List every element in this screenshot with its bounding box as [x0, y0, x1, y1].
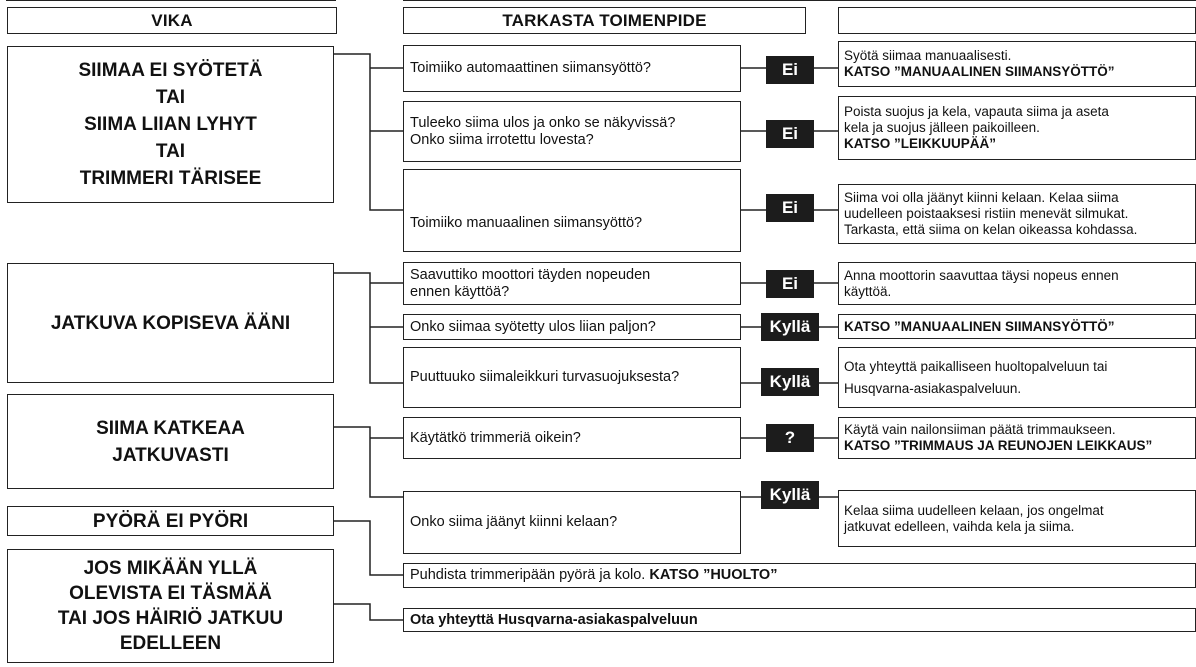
- wide-row-text: Puhdista trimmeripään pyörä ja kolo.: [410, 567, 650, 583]
- fault-box-line-feed: [7, 46, 334, 203]
- answer-badge: Ei: [766, 56, 814, 84]
- action-text: Siima voi olla jäänyt kiinni kelaan. Kelaa siima: [844, 190, 1119, 205]
- top-rule: [403, 0, 1196, 1]
- action-box: [838, 314, 1196, 339]
- fault-box-rattling: [7, 263, 334, 383]
- fault-text: JOS MIKÄÄN YLLÄ: [83, 558, 258, 579]
- wide-row-ref: Ota yhteyttä Husqvarna-asiakaspalveluun: [410, 612, 698, 628]
- check-text: Saavuttiko moottori täyden nopeuden: [410, 266, 651, 283]
- header-check: TARKASTA TOIMENPIDE: [403, 7, 806, 34]
- action-text: Husqvarna-asiakaspalveluun.: [844, 380, 1022, 396]
- check-box: [403, 101, 741, 162]
- answer-badge: Ei: [766, 120, 814, 148]
- answer-badge: Kyllä: [761, 313, 819, 341]
- action-box: [838, 41, 1196, 87]
- action-text: Käytä vain nailonsiiman päätä trimmaukseen.: [844, 422, 1116, 437]
- check-box: [403, 417, 741, 459]
- header-action: [838, 7, 1196, 34]
- wide-row-wheel-action: [403, 563, 1196, 588]
- check-text: Onko siimaa syötetty ulos liian paljon?: [410, 318, 656, 335]
- fault-box-other: [7, 549, 334, 663]
- action-ref: KATSO ”LEIKKUUPÄÄ”: [844, 136, 997, 151]
- action-box: [838, 96, 1196, 160]
- action-box: [838, 417, 1196, 459]
- fault-text: JATKUVA KOPISEVA ÄÄNI: [50, 312, 291, 334]
- action-text: uudelleen poistaaksesi ristiin menevät silmukat.: [844, 206, 1129, 221]
- check-text: Onko siima irrotettu lovesta?: [410, 131, 594, 148]
- check-text: Puuttuuko siimaleikkuri turvasuojuksesta?: [410, 369, 680, 385]
- action-ref: KATSO ”MANUAALINEN SIIMANSYÖTTÖ”: [844, 318, 1115, 334]
- action-text: kela ja suojus jälleen paikoilleen.: [844, 120, 1040, 135]
- fault-text: SIIMA KATKEAA: [96, 417, 245, 439]
- action-ref: KATSO ”MANUAALINEN SIIMANSYÖTTÖ”: [844, 64, 1115, 79]
- check-text: Toimiiko manuaalinen siimansyöttö?: [410, 215, 643, 231]
- fault-text: TAI: [155, 87, 186, 108]
- action-box: [838, 490, 1196, 547]
- wide-row-ref: KATSO ”HUOLTO”: [649, 567, 778, 583]
- check-box: [403, 169, 741, 252]
- check-box: [403, 347, 741, 408]
- fault-text: TRIMMERI TÄRISEE: [79, 168, 262, 189]
- action-text: Kelaa siima uudelleen kelaan, jos ongelmat: [844, 502, 1104, 518]
- answer-badge: Kyllä: [761, 368, 819, 396]
- check-box: [403, 491, 741, 554]
- check-text: Käytätkö trimmeriä oikein?: [410, 429, 581, 446]
- check-text: ennen käyttöä?: [410, 283, 510, 300]
- action-text: Ota yhteyttä paikalliseen huoltopalveluun tai: [844, 358, 1108, 374]
- check-box: [403, 314, 741, 340]
- fault-text: PYÖRÄ EI PYÖRI: [92, 510, 249, 532]
- fault-text: SIIMA LIIAN LYHYT: [84, 114, 257, 135]
- answer-badge: Ei: [766, 194, 814, 222]
- answer-badge: ?: [766, 424, 814, 452]
- action-text: Poista suojus ja kela, vapauta siima ja aseta: [844, 104, 1109, 119]
- action-box: [838, 184, 1196, 244]
- action-text: käyttöä.: [844, 283, 892, 299]
- answer-badge: Ei: [766, 270, 814, 298]
- fault-text: TAI: [155, 141, 186, 162]
- answer-badge: Kyllä: [761, 481, 819, 509]
- check-text: Tuleeko siima ulos ja onko se näkyvissä?: [410, 114, 676, 131]
- action-text: Syötä siimaa manuaalisesti.: [844, 48, 1012, 63]
- action-box: [838, 262, 1196, 305]
- fault-box-line-breaks: [7, 394, 334, 489]
- action-text: Anna moottorin saavuttaa täysi nopeus ennen: [844, 267, 1119, 283]
- fault-text: JATKUVASTI: [112, 444, 229, 466]
- check-text: Toimiiko automaattinen siimansyöttö?: [410, 60, 651, 76]
- header-fault: VIKA: [7, 7, 337, 34]
- wide-row-contact: [403, 608, 1196, 632]
- check-text: Onko siima jäänyt kiinni kelaan?: [410, 514, 618, 530]
- action-text: jatkuvat edelleen, vaihda kela ja siima.: [844, 518, 1075, 534]
- check-box: [403, 45, 741, 92]
- fault-text: SIIMAA EI SYÖTETÄ: [78, 60, 263, 81]
- fault-text: TAI JOS HÄIRIÖ JATKUU: [57, 608, 284, 629]
- top-rule: [6, 0, 336, 1]
- action-box: [838, 347, 1196, 408]
- fault-box-wheel: [7, 506, 334, 536]
- check-box: [403, 262, 741, 305]
- action-text: Tarkasta, että siima on kelan oikeassa kohdassa.: [844, 222, 1138, 237]
- fault-text: EDELLEEN: [119, 633, 222, 654]
- fault-text: OLEVISTA EI TÄSMÄÄ: [69, 583, 272, 604]
- action-ref: KATSO ”TRIMMAUS JA REUNOJEN LEIKKAUS”: [844, 438, 1153, 453]
